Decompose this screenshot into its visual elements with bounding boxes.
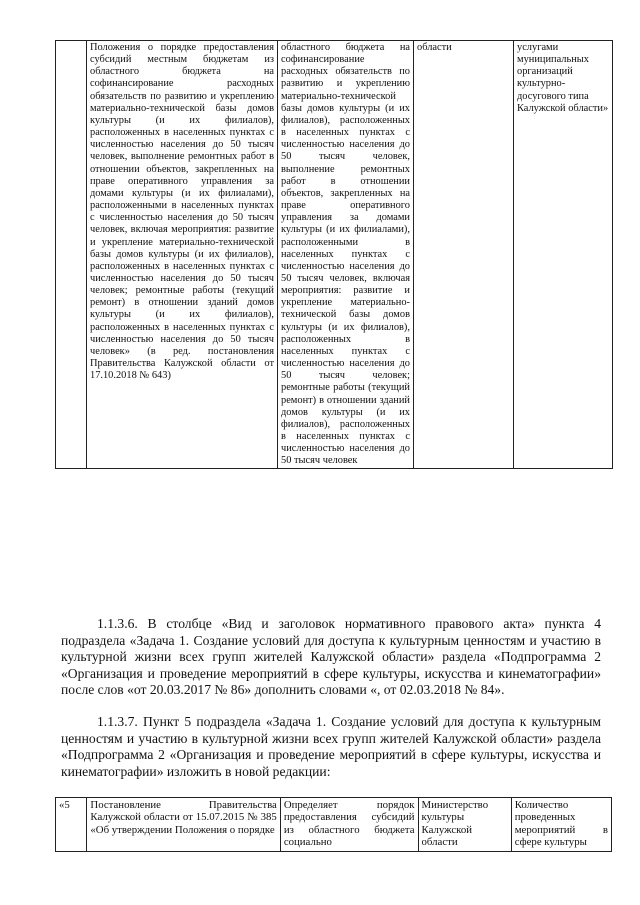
act-title-cell: Постановление Правительства Калужской области от 15.07.2015 № 385 «Об утверждении Положения о порядке xyxy=(87,798,280,852)
edition-note: (в ред. постановления Правительства Калужской области от 17.10.2018 № 643) xyxy=(90,345,274,382)
measures-table-continued xyxy=(55,40,613,469)
act-title-cell xyxy=(87,41,278,469)
executor-cell: Министерство культуры Калужской области xyxy=(418,798,511,852)
paragraph-1-1-3-6: 1.1.3.6. В столбце «Вид и заголовок нормативного правового акта» пункта 4 подраздела «Задача 1. Создание условий для доступа к культурным ценностям и участию в культурной жизни всех групп жителей Калужской области» раздела «Подпрограмма 2 «Организация и проведение мероприятий в сфере культуры, искусства и кинематографии» после слов «от 20.03.2017 № 86» дополнить словами «, от 02.03.2018 № 84». xyxy=(61,616,601,697)
act-purpose-cell: областного бюджета на софинансирование расходных обязательств по развитию и укреплению материально-технической базы домов культуры (и их филиалов), расположенных в населенных пунктах с численностью населения до 50 тысяч человек, выполнение ремонтных работ в отношении объектов, закрепленных на праве оперативного управления за домами культуры (и их филиалами), расположенными в населенных пунктах с численностью населения до 50 тысяч человек, включая мероприятия: развитие и укрепление материально-технической базы домов культуры (и их филиалов), расположенных в населенных пунктах с численностью населения до 50 тысяч человек; ремонтные работы (текущий ремонт) в отношении зданий домов культуры (и их филиалов), расположенных в населенных пунктах с численностью населения до 50 тысяч человек xyxy=(278,41,414,469)
act-title-text: Положения о порядке предоставления субсидий местным бюджетам из областного бюджета на софинансирование расходных обязательств по развитию и укреплению материально-технической базы домов культуры (и их филиалов), расположенных в населенных пунктах с численностью населения до 50 тысяч человек, выполнение ремонтных работ в отношении объектов, закрепленных на праве оперативного управления за домами культуры (и их филиалами), расположенными в населенных пунктах с численностью населения до 50 тысяч человек, включая мероприятия: развитие и укрепление материально-технической базы домов культуры (и их филиалов), расположенных в населенных пунктах с численностью населения до 50 тысяч человек; ремонтные работы (текущий ремонт) в отношении зданий домов культуры (и их филиалов), расположенных в населенных пунктах с численностью населения до 50 тысяч человек» xyxy=(90,42,274,357)
indicator-cell: услугами муниципальных организаций культурно-досугового типа Калужской области» xyxy=(514,41,613,469)
row-number-cell: «5 xyxy=(56,798,87,852)
indicator-cell: Количество проведенных мероприятий в сфере культуры xyxy=(511,798,611,852)
new-edition-table xyxy=(55,797,612,852)
table-row xyxy=(56,41,613,469)
row-number-cell xyxy=(56,41,87,469)
executor-cell: области xyxy=(414,41,514,469)
table-row xyxy=(56,798,612,852)
act-purpose-cell: Определяет порядок предоставления субсидий из областного бюджета социально xyxy=(280,798,418,852)
paragraph-1-1-3-7: 1.1.3.7. Пункт 5 подраздела «Задача 1. Создание условий для доступа к культурным ценностям и участию в культурной жизни всех групп жителей Калужской области» раздела «Подпрограмма 2 «Организация и проведение мероприятий в сфере культуры, искусства и кинематографии» изложить в новой редакции: xyxy=(61,714,601,779)
